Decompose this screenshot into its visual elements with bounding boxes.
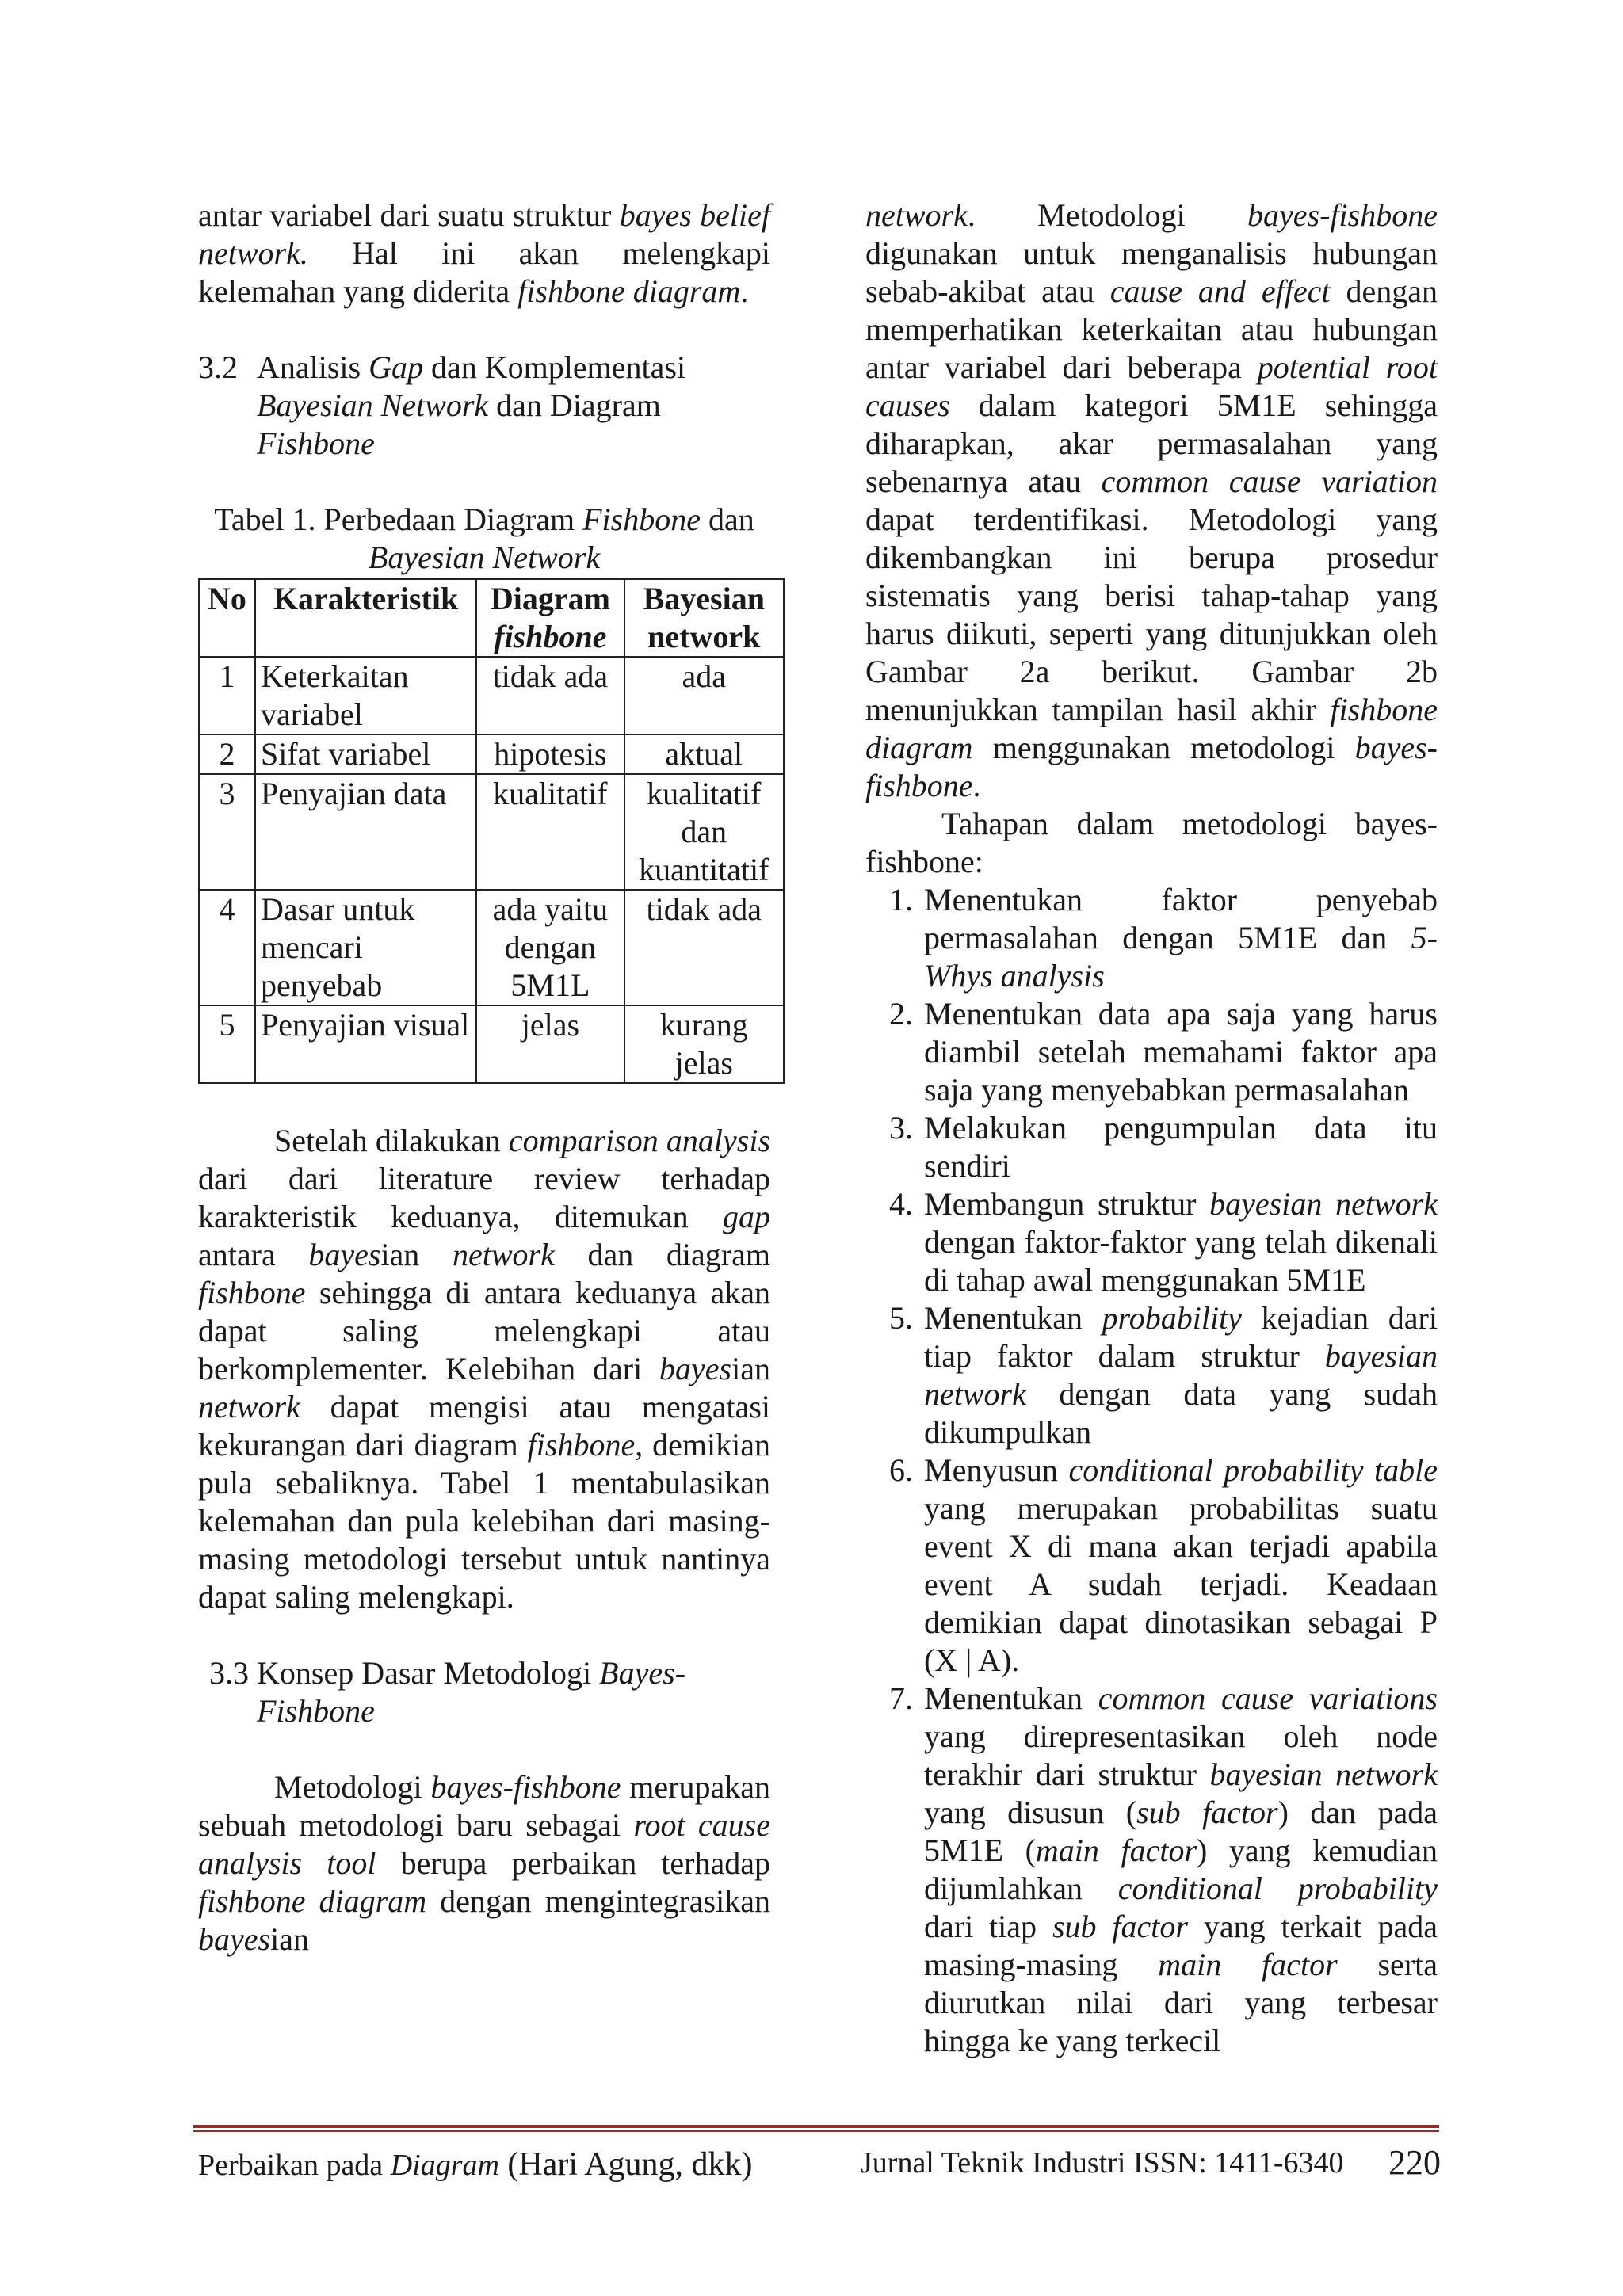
cell-characteristic: Keterkaitan variabel — [255, 657, 476, 734]
cell-characteristic: Penyajian visual — [255, 1005, 476, 1083]
footer-running-title — [198, 2145, 753, 2183]
footer-title-italic: Diagram — [390, 2149, 499, 2182]
left-paragraph-1: antar variabel dari suatu struktur bayes belief network. Hal ini akan melengkapi kelemahan yang diderita fishbone diagram. — [198, 197, 771, 309]
section-title: Konsep Dasar Metodologi Bayes-Fishbone — [257, 1655, 685, 1729]
table-row — [199, 734, 784, 774]
list-item — [865, 1185, 1438, 1299]
methodology-steps — [865, 881, 1438, 2060]
list-number: 7. — [889, 1680, 913, 1716]
table-row — [199, 657, 784, 734]
table-caption: Tabel 1. Perbedaan Diagram Fishbone dan Bayesian Network — [214, 502, 754, 575]
cell-no: 1 — [199, 657, 255, 734]
table-header-row — [199, 579, 784, 657]
list-number: 4. — [889, 1186, 913, 1222]
list-text: Menyusun conditional probability table yang merupakan probabilitas suatu event X di mana akan terjadi apabila event A sudah terjadi. Keadaan demikian dapat dinotasikan sebagai P (X | A). — [924, 1452, 1438, 1678]
list-text: Melakukan pengumpulan data itu sendiri — [924, 1110, 1438, 1184]
table-row — [199, 774, 784, 890]
list-item — [865, 1299, 1438, 1451]
cell-no: 5 — [199, 1005, 255, 1083]
footer-journal: Jurnal Teknik Industri ISSN: 1411-6340 — [861, 2146, 1344, 2180]
cell-bayesian: ada — [624, 657, 784, 734]
cell-characteristic: Sifat variabel — [255, 734, 476, 774]
cell-bayesian: kurang jelas — [624, 1005, 784, 1083]
list-item — [865, 995, 1438, 1109]
cell-fishbone: jelas — [476, 1005, 624, 1083]
cell-characteristic: Dasar untuk mencari penyebab — [255, 890, 476, 1005]
list-number: 3. — [889, 1110, 913, 1146]
cell-fishbone: ada yaitu dengan 5M1L — [476, 890, 624, 1005]
table-body — [199, 657, 784, 1083]
list-text: Menentukan common cause variations yang direpresentasikan oleh node terakhir dari struktur bayesian network yang disusun (sub factor) dan pada 5M1E (main factor) yang kemudian dijumlahkan conditional probability dari tiap sub factor yang terkait pada masing-masing main factor serta diurutkan nilai dari yang terbesar hingga ke yang terkecil — [924, 1680, 1438, 2058]
cell-no: 2 — [199, 734, 255, 774]
cell-fishbone: tidak ada — [476, 657, 624, 734]
list-text: Membangun struktur bayesian network dengan faktor-faktor yang telah dikenali di tahap awal menggunakan 5M1E — [924, 1186, 1438, 1298]
cell-fishbone: hipotesis — [476, 734, 624, 774]
list-number: 5. — [889, 1300, 913, 1336]
list-text: Menentukan data apa saja yang harus diambil setelah memahami faktor apa saja yang menyebabkan permasalahan — [924, 996, 1438, 1108]
section-number: 3.2 — [198, 349, 238, 385]
cell-no: 3 — [199, 774, 255, 890]
list-text: Menentukan probability kejadian dari tiap faktor dalam struktur bayesian network dengan data yang sudah dikumpulkan — [924, 1300, 1438, 1450]
list-item — [865, 1451, 1438, 1680]
section-number: 3.3 — [209, 1655, 249, 1691]
cell-characteristic: Penyajian data — [255, 774, 476, 890]
header-characteristic: Karakteristik — [255, 579, 476, 657]
section-heading-3-2 — [198, 349, 770, 463]
cell-bayesian: kualitatif dan kuantitatif — [624, 774, 784, 890]
footer-divider — [193, 2125, 1439, 2134]
cell-bayesian: aktual — [624, 734, 784, 774]
header-fishbone-text: Diagram fishbone — [490, 581, 610, 654]
left-paragraph-3: Metodologi bayes-fishbone merupakan sebuah metodologi baru sebagai root cause analysis tool berupa perbaikan terhadap fishbone diagram dengan mengintegrasikan bayesian — [198, 1769, 770, 1957]
list-text: Menentukan faktor penyebab permasalahan dengan 5M1E dan 5-Whys analysis — [924, 882, 1438, 994]
list-number: 6. — [889, 1452, 913, 1488]
list-item — [865, 881, 1438, 995]
header-no: No — [199, 579, 255, 657]
comparison-table — [198, 578, 785, 1084]
right-paragraph-1: network. Metodologi bayes-fishbone digunakan untuk menganalisis hubungan sebab-akibat atau cause and effect dengan memperhatikan keterkaitan atau hubungan antar variabel dari beberapa potential root causes dalam kategori 5M1E sehingga diharapkan, akar permasalahan yang sebenarnya atau common cause variation dapat terdentifikasi. Metodologi yang dikembangkan ini berupa prosedur sistematis yang berisi tahap-tahap yang harus diikuti, seperti yang ditunjukkan oleh Gambar 2a berikut. Gambar 2b menunjukkan tampilan hasil akhir fishbone diagram menggunakan metodologi bayes-fishbone. — [865, 197, 1438, 803]
page-number: 220 — [1388, 2143, 1441, 2182]
cell-fishbone: kualitatif — [476, 774, 624, 890]
left-column — [198, 196, 770, 1958]
header-fishbone — [476, 579, 624, 657]
right-paragraph-2: Tahapan dalam metodologi bayes-fishbone: — [865, 806, 1438, 879]
table-row — [199, 1005, 784, 1083]
section-title: Analisis Gap dan Komplementasi Bayesian Network dan Diagram Fishbone — [257, 349, 686, 461]
cell-no: 4 — [199, 890, 255, 1005]
section-heading-3-3 — [198, 1654, 770, 1730]
header-bayesian: Bayesian network — [624, 579, 784, 657]
list-number: 1. — [889, 882, 913, 917]
list-item — [865, 1109, 1438, 1185]
list-item — [865, 1680, 1438, 2060]
list-number: 2. — [889, 996, 913, 1032]
footer-title-prefix: Perbaikan pada — [198, 2149, 391, 2182]
footer-authors: (Hari Agung, dkk) — [498, 2146, 753, 2183]
right-column — [865, 196, 1438, 2060]
table-row — [199, 890, 784, 1005]
left-paragraph-2: Setelah dilakukan comparison analysis dari dari literature review terhadap karakteristik keduanya, ditemukan gap antara bayesian network dan diagram fishbone sehingga di antara keduanya akan dapat saling melengkapi atau berkomplementer. Kelebihan dari bayesian network dapat mengisi atau mengatasi kekurangan dari diagram fishbone, demikian pula sebaliknya. Tabel 1 mentabulasikan kelemahan dan pula kelebihan dari masing-masing metodologi tersebut untuk nantinya dapat saling melengkapi. — [198, 1123, 771, 1615]
cell-bayesian: tidak ada — [624, 890, 784, 1005]
